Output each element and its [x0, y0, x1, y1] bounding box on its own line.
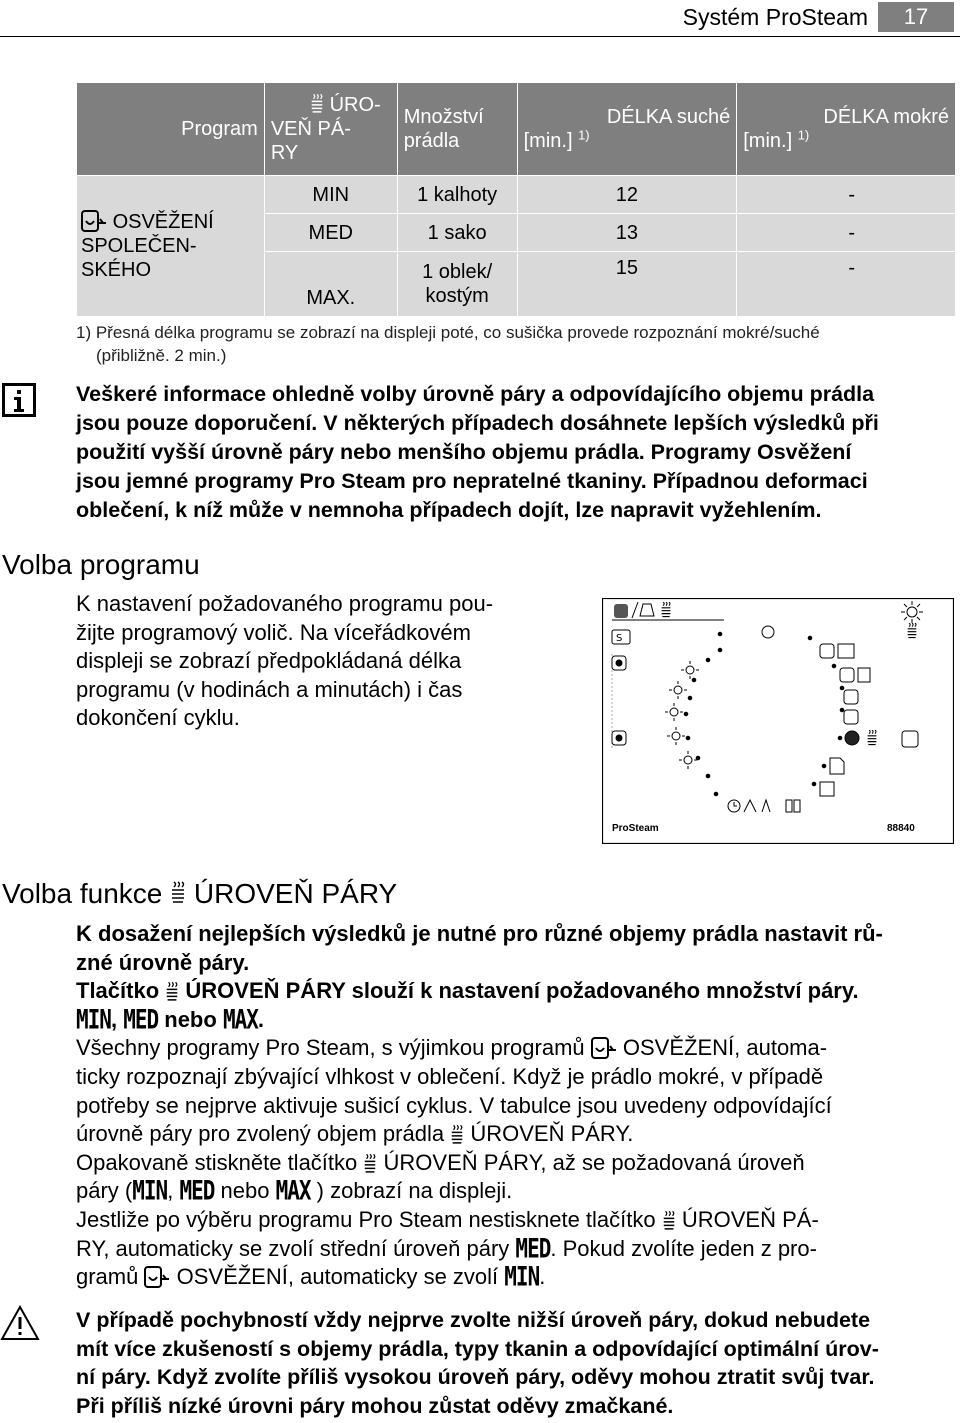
- steam-level-icon: [310, 94, 324, 114]
- amount-cell: 1 kalhoty: [397, 176, 517, 214]
- table-header-row: [77, 83, 956, 176]
- header-amount: Množství prádla: [397, 83, 517, 176]
- steam-level-icon: [170, 881, 186, 905]
- header-duration-wet: DÉLKA mokré [min.] $^{1)}$: [737, 83, 956, 176]
- table-row: [77, 176, 956, 214]
- display-med: MED: [179, 1176, 215, 1207]
- header-steam-level: ÚRO- VEŇ PÁ- RY: [264, 83, 397, 176]
- program-selector-display-illustration: [602, 598, 954, 844]
- svg-text:S: S: [616, 633, 623, 644]
- header-program: Program: [77, 83, 265, 176]
- program-selection-text: K nastavení požadovaného programu pou- žijte programový volič. Na víceřádkovém displeji se zobrazí předpokládaná délka programu (v hodinách a minutách) i čas dokončení cyklu.: [76, 591, 494, 730]
- steam-level-icon: [662, 1211, 676, 1231]
- page-header-title: Systém ProSteam: [682, 4, 868, 30]
- section-title-steam-level: Volba funkce ÚROVEŇ PÁRY: [2, 878, 398, 909]
- header-divider: [0, 36, 960, 37]
- section-title-program-selection: Volba programu: [2, 549, 200, 580]
- warning-icon: [0, 1305, 40, 1341]
- display-min: MIN: [76, 1004, 111, 1035]
- program-table: [76, 82, 956, 317]
- display-min: MIN: [504, 1262, 540, 1293]
- dry-duration-cell: 15: [517, 252, 737, 317]
- level-cell: MAX.: [264, 252, 397, 317]
- wet-duration-cell: -: [737, 252, 956, 317]
- header-duration-dry: DÉLKA suché [min.] $^{1)}$: [517, 83, 737, 176]
- refresh-icon: [81, 210, 107, 232]
- display-brand-label: ProSteam: [612, 823, 659, 834]
- wet-duration-cell: -: [737, 214, 956, 252]
- level-cell: MIN: [264, 176, 397, 214]
- dry-duration-cell: 12: [517, 176, 737, 214]
- amount-cell: 1 oblek/ kostým: [397, 252, 517, 317]
- page-number: 17: [878, 2, 954, 32]
- amount-cell: 1 sako: [397, 214, 517, 252]
- steam-level-icon: [165, 982, 179, 1002]
- level-cell: MED: [264, 214, 397, 252]
- warning-note-text: V případě pochybností vždy nejprve zvolte nižší úroveň páry, dokud nebudete mít více zkušeností s objemy prádla, typy tkanin a odpovídající optimální úrov- ní páry. Když zvolíte příliš vysokou úroveň páry, oděvy mohou ztratit svůj tvar. Při příliš nízké úrovni páry mohou zůstat oděvy zmačkané.: [76, 1308, 879, 1418]
- info-icon: [2, 383, 36, 417]
- steam-level-icon: [363, 1154, 377, 1174]
- steam-level-text: K dosažení nejlepších výsledků je nutné pro různé objemy prádla nastavit rů- zné úrovně páry. Tlačítko ÚROVEŇ PÁRY slouží k nastavení požadovaného množství páry. MIN, MED nebo MAX. Všechny programy Pro Steam, s výjimkou programů OSVĚŽENÍ, automa- ticky rozpoznají zbývající vlhkost v oblečení. Když je prádlo mokré, v případě potřeby se nejprve aktivuje sušicí cyklus. V tabulce jsou uvedeny odpovídající úrovně páry pro zvolený objem prádla ÚROVEŇ PÁRY. Opakovaně stiskněte tlačítko ÚROVEŇ PÁRY, až se požadovaná úroveň páry (MIN, MED nebo MAX ) zobrazí na displeji. Jestliže po výběru programu Pro Steam nestisknete tlačítko ÚROVEŇ PÁ- RY, automaticky se zvolí střední úroveň páry MED. Pokud zvolíte jeden z pro- gramů OSVĚŽENÍ, automaticky se zvolí MIN.: [76, 920, 958, 1292]
- display-min: MIN: [132, 1176, 168, 1207]
- wet-duration-cell: -: [737, 176, 956, 214]
- info-note-text: Veškeré informace ohledně volby úrovně páry a odpovídajícího objemu prádla jsou pouze doporučení. V některých případech dosáhnete lepších výsledků při použití vyšší úrovně páry nebo menšího objemu prádla. Programy Osvěžení jsou jemné programy Pro Steam pro nepratelné tkaniny. Případnou deformaci oblečení, k níž může v nemnoha případech dojít, lze napravit vyžehlením.: [76, 382, 879, 522]
- display-med: MED: [123, 1004, 159, 1035]
- display-code-label: 88840: [887, 823, 915, 834]
- table-footnote: 1) Přesná délka programu se zobrazí na displeji poté, co sušička provede rozpoznání mokré/suché (přibližně. 2 min.): [76, 323, 820, 365]
- display-med: MED: [515, 1233, 551, 1264]
- display-max: MAX: [275, 1176, 311, 1207]
- refresh-icon: [144, 1266, 170, 1288]
- refresh-icon: [591, 1037, 617, 1059]
- dry-duration-cell: 13: [517, 214, 737, 252]
- program-name-cell: OSVĚŽENÍ SPOLEČEN- SKÉHO: [77, 176, 265, 317]
- steam-level-icon: [450, 1125, 464, 1145]
- display-max: MAX: [222, 1004, 258, 1035]
